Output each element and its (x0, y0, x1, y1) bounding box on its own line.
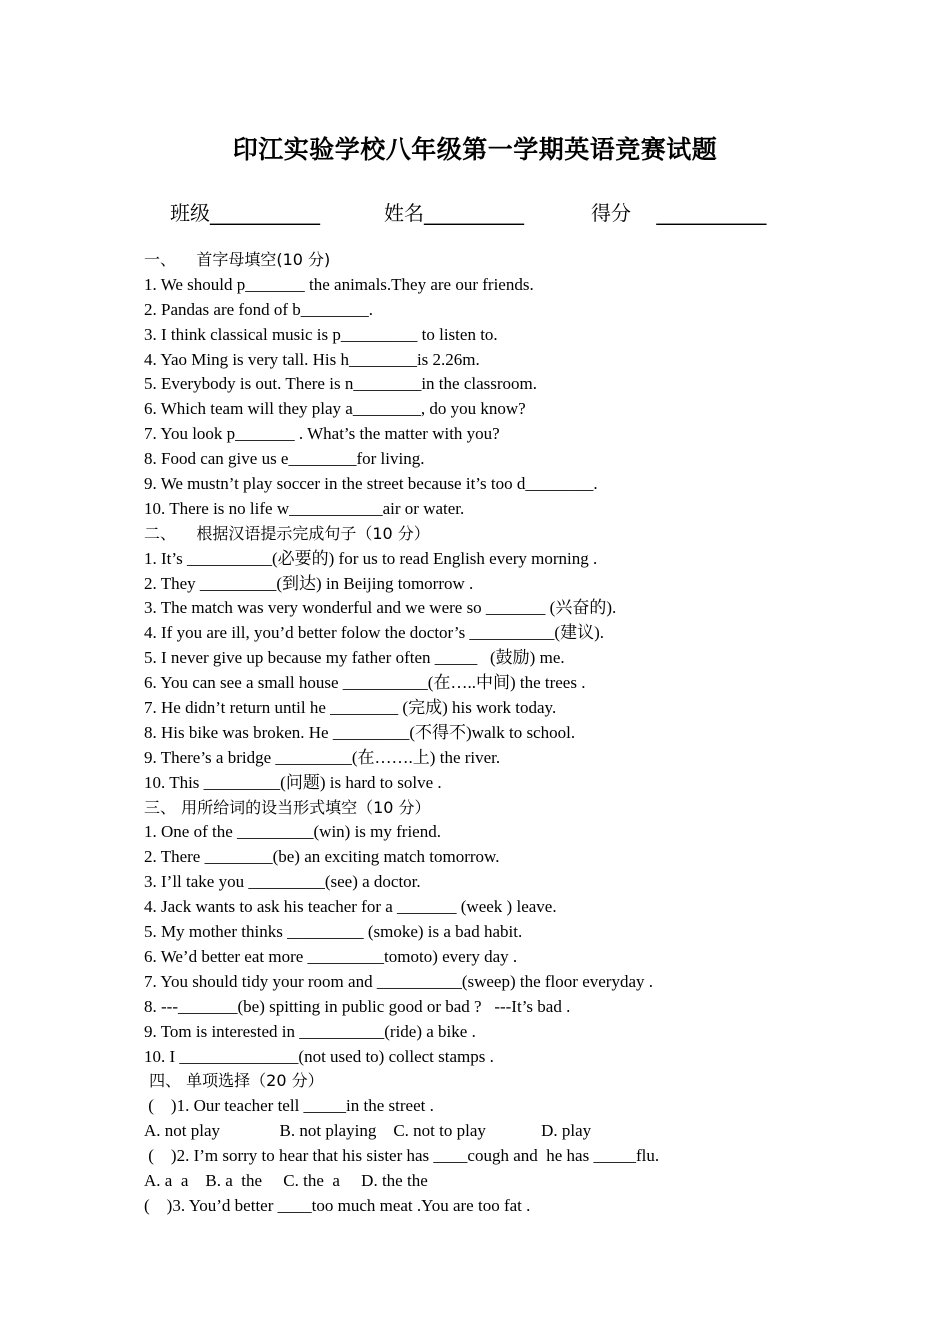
question-line: 1. One of the _________(win) is my friend. (144, 822, 441, 842)
question-line: 5. My mother thinks _________ (smoke) is a bad habit. (144, 922, 523, 942)
question-line: 6. You can see a small house __________(在…..中间) the trees . (144, 673, 586, 693)
question-line: 10. I ______________(not used to) collect stamps . (144, 1046, 494, 1066)
question-line: 8. ---_______(be) spitting in public good or bad ? ---It’s bad . (144, 996, 571, 1016)
question-line: 5. Everybody is out. There is n________in the classroom. (144, 374, 537, 394)
score-field: 得分 ___________ (591, 201, 767, 225)
question-line: ( )2. I’m sorry to hear that his sister has ____cough and he has _____flu. (144, 1146, 660, 1166)
section-heading: 四、 单项选择（20 分） (144, 1071, 324, 1091)
page-title: 印江实验学校八年级第一学期英语竞赛试题 (232, 135, 718, 164)
exam-content (144, 248, 844, 1219)
question-line: 4. Yao Ming is very tall. His h________is 2.26m. (144, 349, 480, 369)
student-info-row (170, 197, 810, 227)
question-line: 2. They _________(到达) in Beijing tomorrow . (144, 573, 474, 593)
name-field: 姓名__________ (384, 201, 524, 225)
question-line: 10. There is no life w___________air or water. (144, 498, 465, 518)
question-line: 8. His bike was broken. He _________(不得不)walk to school. (144, 722, 576, 742)
question-line: 3. I’ll take you _________(see) a doctor. (144, 872, 421, 892)
question-line: 9. Tom is interested in __________(ride) a bike . (144, 1021, 476, 1041)
question-line: 2. Pandas are fond of b________. (144, 299, 373, 319)
section-heading: 二、 根据汉语提示完成句子（10 分） (144, 523, 430, 543)
question-line: 6. Which team will they play a________, do you know? (144, 399, 526, 419)
question-line: 3. I think classical music is p_________ to listen to. (144, 324, 498, 344)
question-line: ( )3. You’d better ____too much meat .You are too fat . (144, 1195, 531, 1215)
question-line: 7. He didn’t return until he ________ (完成) his work today. (144, 698, 557, 718)
question-line: 9. We mustn’t play soccer in the street because it’s too d________. (144, 474, 598, 494)
question-line: 8. Food can give us e________for living. (144, 449, 425, 469)
question-line: 7. You should tidy your room and __________(sweep) the floor everyday . (144, 971, 653, 991)
question-line: 2. There ________(be) an exciting match tomorrow. (144, 847, 500, 867)
question-line: 3. The match was very wonderful and we were so _______ (兴奋的). (144, 598, 617, 618)
question-line: 4. If you are ill, you’d better folow the doctor’s __________(建议). (144, 623, 605, 643)
question-line: 1. It’s __________(必要的) for us to read English every morning . (144, 548, 598, 568)
question-line: 10. This _________(问题) is hard to solve . (144, 772, 442, 792)
question-line: 1. We should p_______ the animals.They are our friends. (144, 274, 534, 294)
question-line: ( )1. Our teacher tell _____in the street . (144, 1096, 434, 1116)
question-line: A. a a B. a the C. the a D. the the (144, 1170, 428, 1190)
question-line: 9. There’s a bridge _________(在…….上) the river. (144, 747, 501, 767)
question-line: 6. We’d better eat more _________tomoto) every day . (144, 946, 518, 966)
section-heading: 一、 首字母填空(10 分) (144, 250, 331, 269)
question-line: 4. Jack wants to ask his teacher for a _______ (week ) leave. (144, 897, 557, 917)
class-field: 班级___________ (170, 201, 320, 225)
section-heading: 三、 用所给词的设当形式填空（10 分） (144, 797, 431, 817)
question-line: 7. You look p_______ . What’s the matter with you? (144, 424, 500, 444)
question-line: A. not play B. not playing C. not to play D. play (144, 1121, 592, 1141)
question-line: 5. I never give up because my father often _____ (鼓励) me. (144, 648, 565, 668)
